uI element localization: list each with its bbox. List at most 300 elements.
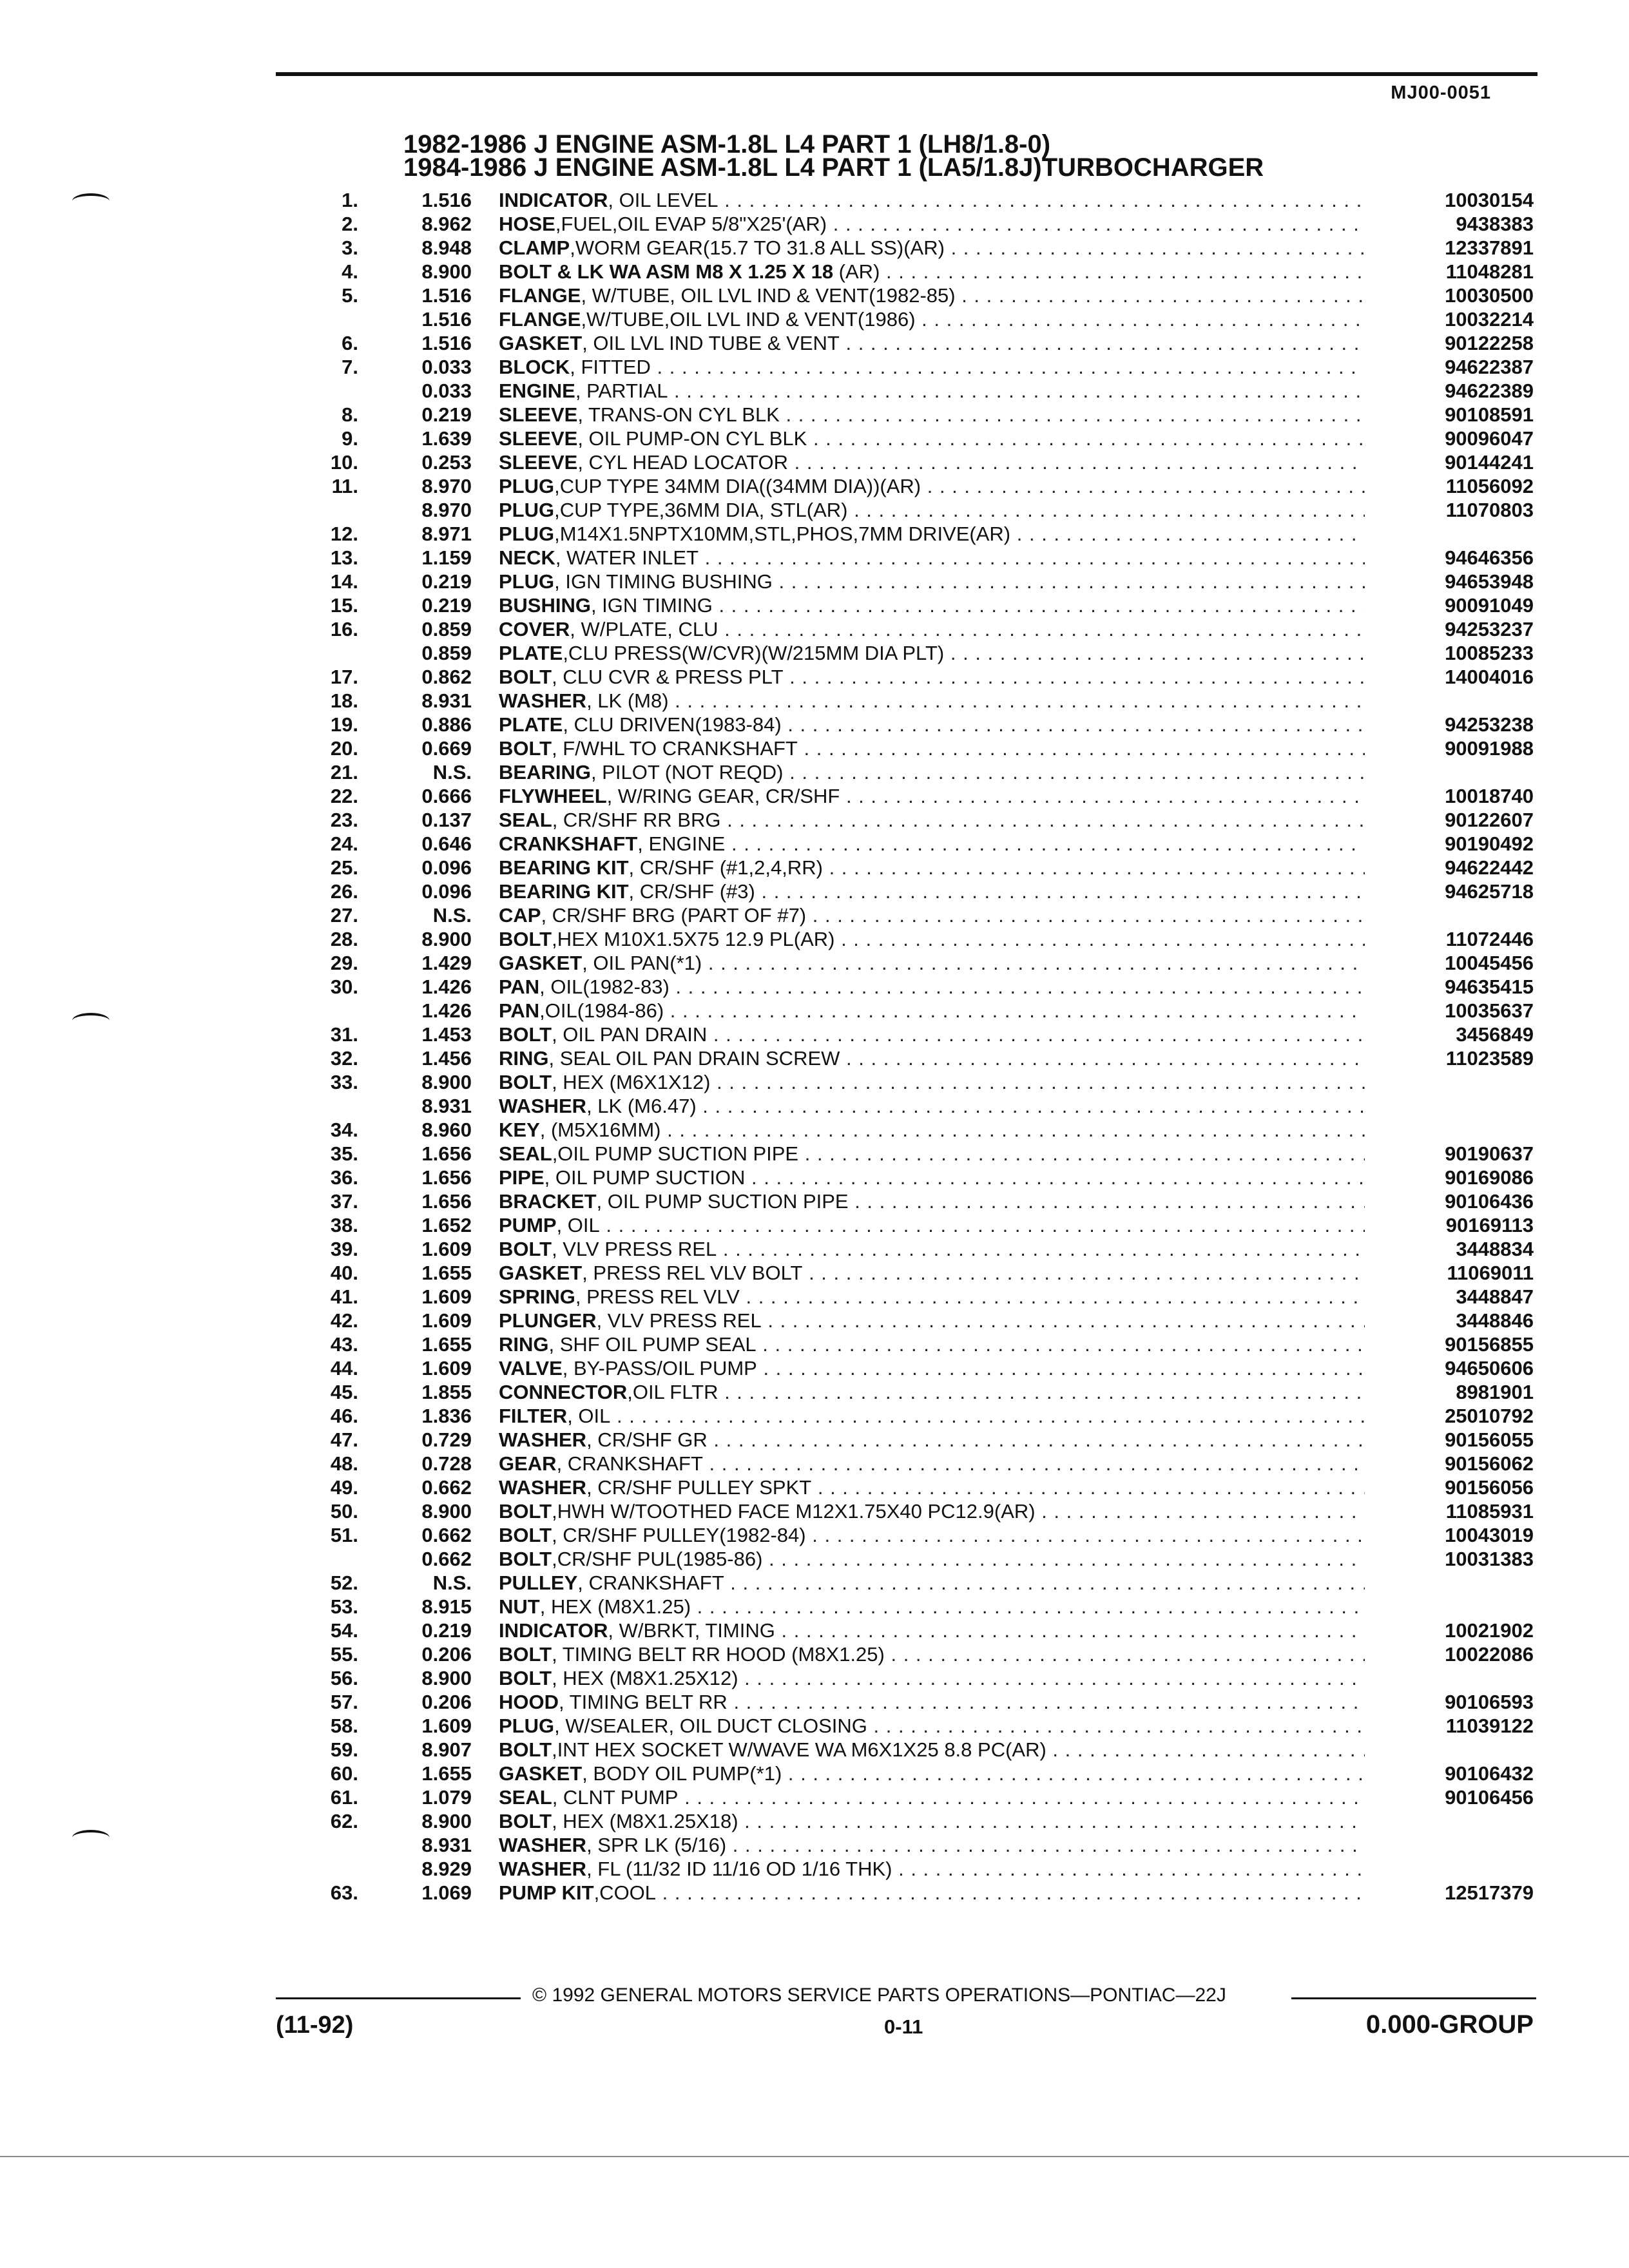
part-number: 94253238 — [1445, 713, 1534, 736]
part-name: FLANGE — [499, 308, 581, 331]
part-name: BOLT — [499, 1667, 552, 1689]
part-detail: , VLV PRESS REL — [552, 1238, 717, 1260]
part-detail: , OIL PUMP-ON CYL BLK — [577, 427, 807, 450]
group-number: 1.639 — [421, 427, 472, 450]
part-description — [499, 260, 1365, 284]
part-description — [499, 379, 1365, 403]
item-number: 38. — [330, 1214, 358, 1236]
group-number: N.S. — [432, 904, 472, 927]
part-number: 10030500 — [1445, 284, 1534, 307]
group-number: 1.609 — [421, 1309, 472, 1332]
group-number: 0.219 — [421, 594, 472, 617]
group-number: 1.426 — [421, 999, 472, 1022]
part-description — [499, 355, 1365, 379]
part-description — [499, 856, 1365, 879]
group-number: 0.662 — [421, 1524, 472, 1546]
part-name: BOLT — [499, 928, 552, 950]
footer-copyright: © 1992 GENERAL MOTORS SERVICE PARTS OPERATIONS—PONTIAC—22J — [532, 1984, 1226, 2006]
part-description — [499, 951, 1365, 975]
part-number: 90108591 — [1445, 403, 1534, 426]
item-number: 17. — [330, 666, 358, 688]
part-name: SPRING — [499, 1285, 575, 1308]
part-row — [284, 1118, 1534, 1142]
part-detail: , OIL — [567, 1405, 611, 1427]
part-description — [499, 927, 1365, 951]
part-name: WASHER — [499, 1428, 587, 1451]
group-number: 1.609 — [421, 1357, 472, 1379]
item-number: 50. — [330, 1500, 358, 1523]
group-number: 0.662 — [421, 1476, 472, 1499]
part-row — [284, 522, 1534, 546]
part-number: 10032214 — [1445, 308, 1534, 331]
part-detail: , PRESS REL VLV — [575, 1285, 740, 1308]
part-description — [499, 1881, 1365, 1905]
part-row — [284, 1642, 1534, 1666]
top-rule — [276, 72, 1537, 76]
group-number: 1.656 — [421, 1166, 472, 1189]
part-detail: , TRANS-ON CYL BLK — [577, 403, 780, 426]
group-number: 0.859 — [421, 642, 472, 664]
part-description — [499, 1547, 1365, 1571]
part-detail: , HEX (M6X1X12) — [552, 1071, 711, 1093]
group-number: 1.855 — [421, 1381, 472, 1403]
item-number: 23. — [330, 809, 358, 831]
part-row — [284, 1595, 1534, 1619]
part-detail: , CR/SHF (#1,2,4,RR) — [628, 856, 823, 879]
group-number: 0.862 — [421, 666, 472, 688]
part-description — [499, 1309, 1365, 1332]
part-name: BOLT & LK WA ASM M8 X 1.25 X 18 — [499, 260, 834, 283]
part-row — [284, 498, 1534, 522]
group-number: 1.516 — [421, 284, 472, 307]
part-detail: ,OIL PUMP SUCTION PIPE — [552, 1142, 799, 1165]
part-name: PLUG — [499, 1715, 555, 1737]
part-name: PUMP — [499, 1214, 557, 1236]
part-description — [499, 188, 1365, 212]
part-description — [499, 1380, 1365, 1404]
part-detail: , PARTIAL — [575, 380, 668, 402]
part-name: SEAL — [499, 1142, 552, 1165]
part-detail: , CR/SHF BRG (PART OF #7) — [541, 904, 807, 927]
item-number: 4. — [342, 260, 358, 283]
part-row — [284, 1523, 1534, 1547]
part-row — [284, 879, 1534, 903]
group-number: 0.886 — [421, 713, 472, 736]
item-number: 39. — [330, 1238, 358, 1260]
part-description — [499, 1070, 1365, 1094]
part-number: 90122258 — [1445, 332, 1534, 354]
part-name: CLAMP — [499, 236, 570, 259]
group-number: 1.159 — [421, 546, 472, 569]
part-number: 94625718 — [1445, 880, 1534, 903]
item-number: 59. — [330, 1738, 358, 1761]
part-description — [499, 1475, 1365, 1499]
part-number: 11070803 — [1445, 499, 1534, 521]
item-number: 54. — [330, 1619, 358, 1642]
part-row — [284, 284, 1534, 307]
item-number: 28. — [330, 928, 358, 950]
part-detail: , OIL(1982-83) — [539, 975, 670, 998]
part-row — [284, 1571, 1534, 1595]
group-number: 1.655 — [421, 1262, 472, 1284]
item-number: 51. — [330, 1524, 358, 1546]
part-detail: , IGN TIMING BUSHING — [554, 570, 773, 593]
part-detail: , W/SEALER, OIL DUCT CLOSING — [554, 1715, 867, 1737]
part-row — [284, 951, 1534, 975]
binder-hole-mark — [72, 1013, 110, 1028]
part-name: BUSHING — [499, 594, 591, 617]
part-description — [499, 1809, 1365, 1833]
item-number: 30. — [330, 975, 358, 998]
part-number: 90096047 — [1445, 427, 1534, 450]
group-number: 1.516 — [421, 332, 472, 354]
group-number: 1.609 — [421, 1285, 472, 1308]
part-description — [499, 1499, 1365, 1523]
part-number: 10085233 — [1445, 642, 1534, 664]
part-row — [284, 1475, 1534, 1499]
part-number: 90106593 — [1445, 1691, 1534, 1713]
item-number: 9. — [342, 427, 358, 450]
part-number: 14004016 — [1445, 666, 1534, 688]
part-name: BOLT — [499, 1643, 552, 1666]
item-number: 5. — [342, 284, 358, 307]
part-row — [284, 903, 1534, 927]
part-number: 90106436 — [1445, 1190, 1534, 1213]
part-name: HOOD — [499, 1691, 559, 1713]
part-description — [499, 331, 1365, 355]
part-detail: , BY-PASS/OIL PUMP — [562, 1357, 757, 1379]
group-number: 0.253 — [421, 451, 472, 474]
part-name: BOLT — [499, 1500, 552, 1523]
part-number: 90156062 — [1445, 1452, 1534, 1475]
group-number: 0.662 — [421, 1548, 472, 1570]
part-detail: ,M14X1.5NPTX10MM,STL,PHOS,7MM DRIVE(AR) — [554, 523, 1011, 545]
part-row — [284, 1166, 1534, 1189]
group-number: 8.931 — [421, 1834, 472, 1856]
item-number: 31. — [330, 1023, 358, 1046]
part-detail: , OIL — [556, 1214, 600, 1236]
item-number: 18. — [330, 689, 358, 712]
part-detail: , SHF OIL PUMP SEAL — [548, 1333, 757, 1356]
part-detail: ,FUEL,OIL EVAP 5/8"X25'(AR) — [555, 213, 827, 235]
part-description — [499, 1452, 1365, 1475]
part-row — [284, 784, 1534, 808]
part-number: 11072446 — [1445, 928, 1534, 950]
part-row — [284, 689, 1534, 713]
item-number: 25. — [330, 856, 358, 879]
part-row — [284, 450, 1534, 474]
part-number: 90156855 — [1445, 1333, 1534, 1356]
part-name: INDICATOR — [499, 189, 608, 211]
part-row — [284, 808, 1534, 832]
group-number: 8.970 — [421, 475, 472, 497]
item-number: 2. — [342, 213, 358, 235]
group-number: 8.970 — [421, 499, 472, 521]
part-name: FLYWHEEL — [499, 785, 607, 807]
part-detail: , OIL PAN DRAIN — [552, 1023, 708, 1046]
item-number: 29. — [330, 952, 358, 974]
part-name: BRACKET — [499, 1190, 597, 1213]
part-row — [284, 1833, 1534, 1857]
part-detail: ,CUP TYPE,36MM DIA, STL(AR) — [554, 499, 848, 521]
part-name: KEY — [499, 1119, 540, 1141]
part-number: 10043019 — [1445, 1524, 1534, 1546]
part-detail: ,CLU PRESS(W/CVR)(W/215MM DIA PLT) — [563, 642, 945, 664]
part-name: BLOCK — [499, 356, 570, 378]
part-name: PLUNGER — [499, 1309, 597, 1332]
part-row — [284, 1857, 1534, 1881]
part-description — [499, 736, 1365, 760]
part-name: GASKET — [499, 1762, 583, 1785]
group-number: 8.907 — [421, 1738, 472, 1761]
group-number: 0.646 — [421, 832, 472, 855]
part-detail: , FL (11/32 ID 11/16 OD 1/16 THK) — [586, 1858, 892, 1880]
part-number: 94622389 — [1445, 380, 1534, 402]
part-name: BOLT — [499, 1023, 552, 1046]
part-row — [284, 1332, 1534, 1356]
part-detail: , HEX (M8X1.25X18) — [552, 1810, 738, 1832]
part-number: 94653948 — [1445, 570, 1534, 593]
item-number: 27. — [330, 904, 358, 927]
part-detail: , FITTED — [570, 356, 651, 378]
part-detail: , OIL PUMP SUCTION — [544, 1166, 746, 1189]
part-row — [284, 1762, 1534, 1785]
part-number: 8981901 — [1456, 1381, 1534, 1403]
part-description — [499, 1237, 1365, 1261]
page-title-line2: 1984-1986 J ENGINE ASM-1.8L L4 PART 1 (LA5/1.8J)TURBOCHARGER — [403, 153, 1264, 182]
part-number: 94646356 — [1445, 546, 1534, 569]
part-row — [284, 1023, 1534, 1046]
part-row — [284, 713, 1534, 736]
item-number: 19. — [330, 713, 358, 736]
group-number: 0.096 — [421, 856, 472, 879]
part-row — [284, 1619, 1534, 1642]
part-description — [499, 474, 1365, 498]
item-number: 57. — [330, 1691, 358, 1713]
part-number: 90190637 — [1445, 1142, 1534, 1165]
part-description — [499, 1762, 1365, 1785]
part-row — [284, 307, 1534, 331]
part-description — [499, 713, 1365, 736]
group-number: 1.655 — [421, 1762, 472, 1785]
part-row — [284, 474, 1534, 498]
part-number: 10022086 — [1445, 1643, 1534, 1666]
group-number: 0.728 — [421, 1452, 472, 1475]
bottom-rule — [0, 2156, 1629, 2157]
group-number: 0.137 — [421, 809, 472, 831]
item-number: 45. — [330, 1381, 358, 1403]
item-number: 41. — [330, 1285, 358, 1308]
part-number: 94622442 — [1445, 856, 1534, 879]
part-detail: ,COOL — [593, 1881, 657, 1904]
part-number: 90091049 — [1445, 594, 1534, 617]
group-number: 8.971 — [421, 523, 472, 545]
item-number: 34. — [330, 1119, 358, 1141]
part-name: FLANGE — [499, 284, 581, 307]
group-number: 8.900 — [421, 1667, 472, 1689]
part-number: 3448846 — [1456, 1309, 1534, 1332]
part-detail: , OIL LEVEL — [608, 189, 718, 211]
group-number: 1.426 — [421, 975, 472, 998]
part-row — [284, 1189, 1534, 1213]
part-name: PULLEY — [499, 1571, 578, 1594]
group-number: 0.219 — [421, 570, 472, 593]
group-number: 0.096 — [421, 880, 472, 903]
part-number: 3456849 — [1456, 1023, 1534, 1046]
part-detail: , TIMING BELT RR — [559, 1691, 728, 1713]
group-number: 0.033 — [421, 380, 472, 402]
item-number: 11. — [331, 475, 358, 497]
part-row — [284, 1380, 1534, 1404]
part-name: BOLT — [499, 1071, 552, 1093]
part-detail: , F/WHL TO CRANKSHAFT — [552, 737, 798, 760]
part-name: SLEEVE — [499, 403, 578, 426]
part-description — [499, 236, 1365, 260]
part-number: 12337891 — [1445, 236, 1534, 259]
part-row — [284, 665, 1534, 689]
item-number: 44. — [330, 1357, 358, 1379]
part-detail: ,OIL FLTR — [627, 1381, 718, 1403]
part-description — [499, 307, 1365, 331]
part-description — [499, 1213, 1365, 1237]
part-detail: , CR/SHF PULLEY(1982-84) — [552, 1524, 806, 1546]
item-number: 37. — [330, 1190, 358, 1213]
part-description — [499, 1332, 1365, 1356]
part-name: VALVE — [499, 1357, 563, 1379]
part-description — [499, 1094, 1365, 1118]
part-name: SEAL — [499, 809, 552, 831]
part-name: ENGINE — [499, 380, 575, 402]
part-name: WASHER — [499, 1858, 587, 1880]
part-description — [499, 1595, 1365, 1619]
part-detail: , OIL LVL IND TUBE & VENT — [582, 332, 840, 354]
part-row — [284, 1261, 1534, 1285]
part-detail: , CR/SHF (#3) — [628, 880, 755, 903]
item-number: 12. — [330, 523, 358, 545]
item-number: 52. — [330, 1571, 358, 1594]
item-number: 22. — [330, 785, 358, 807]
group-number: N.S. — [432, 1571, 472, 1594]
part-number: 10031383 — [1445, 1548, 1534, 1570]
part-detail: , W/BRKT, TIMING — [608, 1619, 775, 1642]
part-detail: ,CR/SHF PUL(1985-86) — [552, 1548, 763, 1570]
part-row — [284, 1499, 1534, 1523]
part-row — [284, 641, 1534, 665]
part-row — [284, 1714, 1534, 1738]
part-row — [284, 593, 1534, 617]
item-number: 47. — [330, 1428, 358, 1451]
part-detail: , PRESS REL VLV BOLT — [582, 1262, 803, 1284]
part-detail: , VLV PRESS REL — [596, 1309, 762, 1332]
part-name: GASKET — [499, 952, 583, 974]
group-number: 1.609 — [421, 1715, 472, 1737]
part-row — [284, 1046, 1534, 1070]
part-row — [284, 427, 1534, 450]
item-number: 16. — [330, 618, 358, 640]
group-number: 1.836 — [421, 1405, 472, 1427]
group-number: 0.219 — [421, 1619, 472, 1642]
part-row — [284, 999, 1534, 1023]
part-description — [499, 1023, 1365, 1046]
part-description — [499, 1690, 1365, 1714]
part-name: BOLT — [499, 1810, 552, 1832]
part-row — [284, 856, 1534, 879]
part-detail: , OIL PUMP SUCTION PIPE — [596, 1190, 849, 1213]
part-number: 11056092 — [1445, 475, 1534, 497]
part-description — [499, 593, 1365, 617]
part-detail: ,CUP TYPE 34MM DIA((34MM DIA))(AR) — [554, 475, 921, 497]
part-row — [284, 975, 1534, 999]
group-number: 1.429 — [421, 952, 472, 974]
part-row — [284, 617, 1534, 641]
part-row — [284, 1237, 1534, 1261]
part-description — [499, 879, 1365, 903]
part-description — [499, 1142, 1365, 1166]
part-row — [284, 236, 1534, 260]
doc-id: MJ00-0051 — [1391, 82, 1491, 103]
part-description — [499, 1571, 1365, 1595]
group-number: 8.931 — [421, 1095, 472, 1117]
part-detail: , IGN TIMING — [590, 594, 713, 617]
group-number: 8.900 — [421, 1071, 472, 1093]
parts-list — [284, 188, 1534, 1905]
group-number: 8.960 — [421, 1119, 472, 1141]
part-number: 11039122 — [1445, 1715, 1534, 1737]
part-row — [284, 736, 1534, 760]
part-row — [284, 1356, 1534, 1380]
part-detail: , HEX (M8X1.25) — [539, 1595, 691, 1618]
item-number: 55. — [330, 1643, 358, 1666]
item-number: 10. — [330, 451, 358, 474]
part-row — [284, 546, 1534, 570]
part-detail: , CR/SHF RR BRG — [552, 809, 721, 831]
item-number: 1. — [342, 189, 358, 211]
part-detail: , CRANKSHAFT — [556, 1452, 703, 1475]
part-detail: ,WORM GEAR(15.7 TO 31.8 ALL SS)(AR) — [570, 236, 945, 259]
part-number: 9438383 — [1456, 213, 1534, 235]
part-row — [284, 1690, 1534, 1714]
part-row — [284, 260, 1534, 284]
footer-rule-left — [276, 1997, 521, 1999]
part-name: SEAL — [499, 1786, 552, 1809]
part-description — [499, 1785, 1365, 1809]
part-description — [499, 570, 1365, 593]
part-number: 11048281 — [1445, 260, 1534, 283]
item-number: 13. — [330, 546, 358, 569]
item-number: 7. — [342, 356, 358, 378]
part-name: PLUG — [499, 570, 555, 593]
part-description — [499, 1261, 1365, 1285]
item-number: 53. — [330, 1595, 358, 1618]
part-detail: , CLU DRIVEN(1983-84) — [563, 713, 782, 736]
group-number: 0.206 — [421, 1643, 472, 1666]
part-detail: ,HEX M10X1.5X75 12.9 PL(AR) — [552, 928, 835, 950]
part-row — [284, 1285, 1534, 1309]
part-detail: , ENGINE — [637, 832, 726, 855]
part-row — [284, 403, 1534, 427]
part-name: HOSE — [499, 213, 555, 235]
part-description — [499, 546, 1365, 570]
part-description — [499, 617, 1365, 641]
part-name: FILTER — [499, 1405, 568, 1427]
part-number: 10035637 — [1445, 999, 1534, 1022]
item-number: 61. — [330, 1786, 358, 1809]
part-description — [499, 427, 1365, 450]
group-number: 8.948 — [421, 236, 472, 259]
group-number: 0.669 — [421, 737, 472, 760]
part-description — [499, 450, 1365, 474]
part-description — [499, 522, 1365, 546]
